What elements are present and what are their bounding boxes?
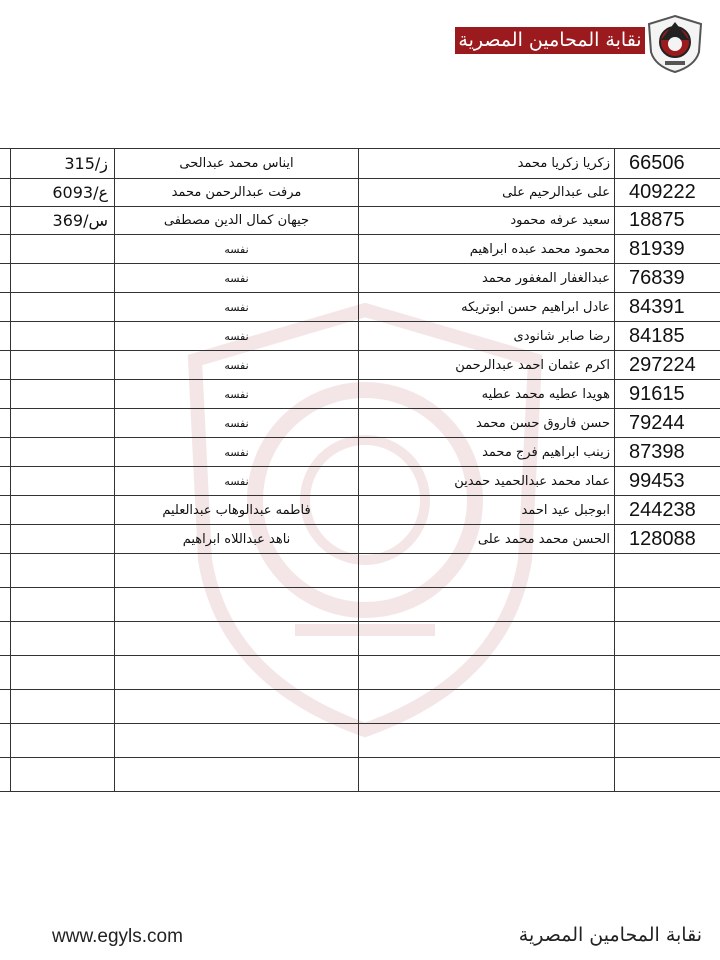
table-row — [0, 724, 720, 758]
row-id-cell — [615, 758, 720, 792]
row-client-cell — [115, 622, 359, 656]
row-edge-cell — [0, 554, 11, 588]
row-id-cell: 128088 — [615, 525, 720, 554]
row-name-cell — [359, 690, 615, 724]
row-id-cell: 76839 — [615, 264, 720, 293]
row-code-cell — [11, 322, 115, 351]
row-code-cell: 369/س — [11, 207, 115, 235]
row-code-cell — [11, 690, 115, 724]
table-row — [0, 758, 720, 792]
row-edge-cell — [0, 438, 11, 467]
row-id-cell: 79244 — [615, 409, 720, 438]
table-row — [0, 622, 720, 656]
row-name-cell: سعيد عرفه محمود — [359, 207, 615, 235]
row-code-cell — [11, 264, 115, 293]
row-code-cell — [11, 724, 115, 758]
row-id-cell: 18875 — [615, 207, 720, 235]
row-name-cell: محمود محمد عبده ابراهيم — [359, 235, 615, 264]
row-code-cell — [11, 409, 115, 438]
table-row — [0, 351, 720, 380]
table-row — [0, 235, 720, 264]
table-row — [0, 588, 720, 622]
row-client-cell: نفسه — [115, 409, 359, 438]
row-client-cell — [115, 724, 359, 758]
row-name-cell: ابوجبل عيد احمد — [359, 496, 615, 525]
row-edge-cell — [0, 351, 11, 380]
row-id-cell: 99453 — [615, 467, 720, 496]
row-client-cell: نفسه — [115, 467, 359, 496]
row-code-cell — [11, 622, 115, 656]
row-edge-cell — [0, 207, 11, 235]
row-id-cell — [615, 690, 720, 724]
row-name-cell: هويدا عطيه محمد عطيه — [359, 380, 615, 409]
table-row — [0, 322, 720, 351]
table-row — [0, 525, 720, 554]
lawyers-table — [0, 148, 712, 792]
row-edge-cell — [0, 235, 11, 264]
row-name-cell — [359, 588, 615, 622]
row-client-cell — [115, 758, 359, 792]
row-name-cell: عادل ابراهيم حسن ابوتريكه — [359, 293, 615, 322]
row-edge-cell — [0, 690, 11, 724]
row-client-cell: جيهان كمال الدين مصطفى — [115, 207, 359, 235]
row-code-cell — [11, 758, 115, 792]
row-client-cell: نفسه — [115, 322, 359, 351]
row-client-cell: نفسه — [115, 293, 359, 322]
row-edge-cell — [0, 179, 11, 207]
table-row — [0, 690, 720, 724]
row-client-cell — [115, 588, 359, 622]
row-id-cell: 91615 — [615, 380, 720, 409]
row-code-cell — [11, 496, 115, 525]
table-row — [0, 293, 720, 322]
row-client-cell — [115, 554, 359, 588]
row-name-cell: حسن فاروق حسن محمد — [359, 409, 615, 438]
row-code-cell — [11, 293, 115, 322]
row-name-cell: زينب ابراهيم فرج محمد — [359, 438, 615, 467]
table-row — [0, 554, 720, 588]
row-id-cell — [615, 622, 720, 656]
row-code-cell — [11, 588, 115, 622]
row-edge-cell — [0, 622, 11, 656]
table-row — [0, 207, 720, 235]
row-edge-cell — [0, 525, 11, 554]
row-code-cell — [11, 467, 115, 496]
row-id-cell: 87398 — [615, 438, 720, 467]
table-row — [0, 179, 720, 207]
row-name-cell: عماد محمد عبدالحميد حمدين — [359, 467, 615, 496]
row-edge-cell — [0, 496, 11, 525]
row-name-cell: الحسن محمد محمد على — [359, 525, 615, 554]
row-name-cell: على عبدالرحيم على — [359, 179, 615, 207]
row-name-cell: عبدالغفار المغفور محمد — [359, 264, 615, 293]
row-edge-cell — [0, 758, 11, 792]
row-code-cell — [11, 438, 115, 467]
row-edge-cell — [0, 380, 11, 409]
row-name-cell — [359, 758, 615, 792]
row-id-cell — [615, 656, 720, 690]
row-edge-cell — [0, 588, 11, 622]
row-name-cell: زكريا زكريا محمد — [359, 149, 615, 179]
footer-url-link[interactable]: www.egyls.com — [52, 926, 183, 947]
row-client-cell: نفسه — [115, 264, 359, 293]
table-row — [0, 438, 720, 467]
row-edge-cell — [0, 724, 11, 758]
row-id-cell — [615, 724, 720, 758]
row-id-cell: 297224 — [615, 351, 720, 380]
row-client-cell — [115, 690, 359, 724]
row-edge-cell — [0, 656, 11, 690]
table-row — [0, 149, 720, 179]
row-name-cell: اكرم عثمان احمد عبدالرحمن — [359, 351, 615, 380]
row-client-cell: فاطمه عبدالوهاب عبدالعليم — [115, 496, 359, 525]
row-code-cell — [11, 656, 115, 690]
table-row — [0, 656, 720, 690]
row-client-cell: نفسه — [115, 438, 359, 467]
row-client-cell: ايناس محمد عبدالحى — [115, 149, 359, 179]
table-row — [0, 467, 720, 496]
row-id-cell: 84185 — [615, 322, 720, 351]
row-id-cell: 81939 — [615, 235, 720, 264]
row-edge-cell — [0, 409, 11, 438]
row-client-cell: ناهد عبداللاه ابراهيم — [115, 525, 359, 554]
row-client-cell: مرفت عبدالرحمن محمد — [115, 179, 359, 207]
table-row — [0, 264, 720, 293]
table-row — [0, 409, 720, 438]
row-id-cell: 409222 — [615, 179, 720, 207]
row-name-cell — [359, 656, 615, 690]
row-code-cell — [11, 235, 115, 264]
row-client-cell: نفسه — [115, 351, 359, 380]
row-edge-cell — [0, 264, 11, 293]
row-name-cell — [359, 622, 615, 656]
row-code-cell — [11, 380, 115, 409]
row-id-cell — [615, 554, 720, 588]
row-client-cell: نفسه — [115, 235, 359, 264]
row-id-cell: 84391 — [615, 293, 720, 322]
row-edge-cell — [0, 293, 11, 322]
row-id-cell: 66506 — [615, 149, 720, 179]
row-edge-cell — [0, 322, 11, 351]
table-row — [0, 496, 720, 525]
row-name-cell: رضا صابر شانودى — [359, 322, 615, 351]
bar-association-emblem-icon — [645, 14, 705, 74]
row-id-cell: 244238 — [615, 496, 720, 525]
row-name-cell — [359, 724, 615, 758]
table-row — [0, 380, 720, 409]
footer-title: نقابة المحامين المصرية — [518, 924, 702, 946]
header-title-banner: نقابة المحامين المصرية — [455, 27, 645, 54]
row-code-cell: 315/ز — [11, 149, 115, 179]
row-edge-cell — [0, 467, 11, 496]
row-code-cell — [11, 351, 115, 380]
row-code-cell — [11, 554, 115, 588]
row-client-cell — [115, 656, 359, 690]
row-name-cell — [359, 554, 615, 588]
row-id-cell — [615, 588, 720, 622]
row-edge-cell — [0, 149, 11, 179]
row-code-cell: 6093/ع — [11, 179, 115, 207]
row-code-cell — [11, 525, 115, 554]
row-client-cell: نفسه — [115, 380, 359, 409]
